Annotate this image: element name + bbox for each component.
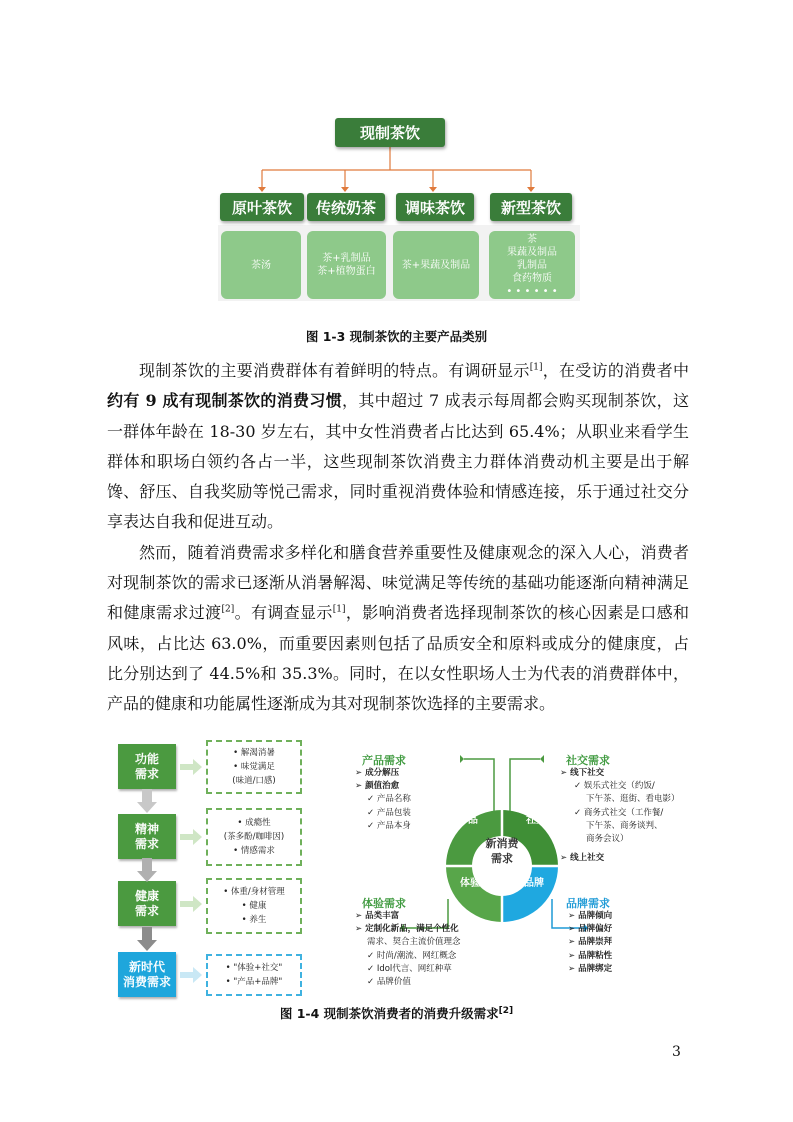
detail-line: 果蔬及制品: [507, 246, 557, 258]
list-item: 下午茶、逛街、看电影）: [586, 794, 680, 805]
detail-item: • 健康: [241, 901, 267, 911]
figure-1-3-caption: 图 1-3 现制茶饮的主要产品类别: [305, 329, 488, 344]
list-item: ✓ 娱乐式社交（约饭/: [574, 781, 655, 792]
list-item: ➢ 定制化新品，满足个性化: [355, 924, 459, 935]
p1-text-3: ，其中超过 7 成表示每周都会购买现制茶饮，这一群体年龄在 18-30 岁左右，其中女性消费者占比达到 65.4%；从职业来看学生群体和职场白领约各占一半，这些现制茶饮消费主力群体消费动机主要是出于解馋、舒压、自我奖励等悦己需求，同时重视消费体验和情感连接，乐于通过社交分享表达自我和促进互动。: [107, 391, 689, 532]
detail-line: 乳制品: [517, 259, 547, 271]
arrow-right-icon: [180, 896, 202, 912]
detail-item: • 成瘾性: [237, 818, 271, 828]
p2-text-2: 。有调查显示: [234, 603, 333, 623]
list-item: ➢ 颜值治愈: [355, 781, 400, 792]
list-item: 下午茶、商务谈判、: [586, 820, 663, 831]
detail-line: 茶: [527, 233, 537, 245]
need-box-functional: [118, 744, 176, 789]
detail-box-spiritual: [206, 808, 302, 866]
list-item: ✓ 品牌价值: [367, 977, 411, 988]
arrow-right-icon: [180, 829, 202, 845]
arrow-right-icon: [180, 967, 202, 983]
detail-line: 茶+果蔬及制品: [401, 259, 471, 271]
social-needs-list: [560, 767, 680, 865]
brand-needs-list: [568, 910, 612, 976]
wheel-label-product: 产品: [458, 815, 478, 826]
need-box-line: 消费需求: [122, 974, 171, 989]
arrow-down-icon: [137, 789, 157, 813]
detail-item: • 体重/身材管理: [223, 887, 285, 897]
citation-1: [1]: [529, 362, 543, 373]
fig3-category-naicha: 传统奶茶: [307, 193, 385, 221]
citation-2: [2]: [221, 605, 235, 616]
list-item: ➢ 品牌绑定: [568, 963, 613, 974]
need-box-line: 需求: [134, 766, 159, 781]
detail-item: • "产品+品牌": [225, 977, 283, 987]
detail-line: 食药物质: [512, 272, 552, 284]
list-item: ➢ 品牌倾向: [568, 911, 613, 921]
fig3-category-yuanye: 原叶茶饮: [220, 193, 304, 221]
wheel-label-social: 社交: [526, 815, 546, 826]
list-item: ➢ 品牌偏好: [568, 924, 613, 935]
detail-item: • 味觉满足: [233, 762, 275, 772]
list-item: ➢ 成分解压: [355, 768, 400, 778]
wheel-center-line: 新消费: [485, 837, 519, 850]
wheel-label-brand: 品牌: [524, 878, 544, 889]
need-box-line: 功能: [134, 751, 159, 766]
list-item: ➢ 线下社交: [560, 768, 605, 778]
list-item: ✓ 产品包装: [367, 807, 411, 818]
arrow-down-icon: [137, 858, 157, 882]
arrow-right-icon: [180, 759, 202, 775]
need-box-new-era: [118, 952, 176, 997]
list-item: ✓ 时尚/潮流、网红概念: [367, 950, 457, 961]
experience-needs-list: [355, 910, 461, 989]
need-box-line: 需求: [134, 903, 159, 918]
detail-item: • 情感需求: [233, 846, 275, 856]
experience-needs-title: 体验需求: [362, 897, 406, 910]
list-item: 商务会议）: [586, 834, 629, 845]
detail-item: • 养生: [241, 915, 267, 925]
need-box-line: 新时代: [128, 959, 165, 974]
detail-box-health: [206, 878, 302, 934]
list-item: ➢ 品牌崇拜: [568, 937, 613, 948]
list-item: ➢ 品类丰富: [355, 911, 400, 921]
caption-citation: [2]: [498, 1005, 514, 1016]
p2-text-1: 然而，随着消费需求多样化和膳食营养重要性及健康观念的深入人心，消费者对现制茶饮的需求已逐渐从消暑解渴、味觉满足等传统的基础功能逐渐向精神满足和健康需求过渡: [107, 542, 689, 623]
brand-needs-title: 品牌需求: [566, 897, 610, 910]
wheel-center-label: [472, 836, 532, 866]
fig3-top-box: 现制茶饮: [335, 118, 445, 147]
list-item: ✓ 产品名称: [367, 794, 411, 805]
list-item: ✓ 产品本身: [367, 820, 411, 831]
product-needs-list: [355, 767, 411, 833]
p2-text-3: ，影响消费者选择现制茶饮的核心因素是口感和风味，占比达 63.0%，而重要因素则包括了品质安全和原料或成分的健康度，占比分别达到了 44.5%和 35.3%。同时，在以女性职场人士为代表的消费群体中，产品的健康和功能属性逐渐成为其对现制茶饮选择的主要需求。: [107, 603, 689, 714]
list-item: ➢ 线上社交: [560, 853, 605, 864]
detail-item: • 解渴消暑: [233, 748, 275, 758]
wheel-label-experience: 体验: [460, 878, 480, 889]
detail-item: (茶多酚/咖啡因): [223, 832, 285, 842]
wheel-center-line: 需求: [491, 852, 513, 865]
detail-dots: • • • • • •: [506, 285, 558, 297]
fig3-category-xinxing: 新型茶饮: [490, 193, 572, 221]
need-box-health: [118, 881, 176, 926]
p1-text-2: ，在受访的消费者中: [542, 361, 689, 380]
detail-box-functional: [206, 740, 302, 794]
list-item: 需求、契合主流价值理念: [367, 937, 461, 948]
citation-1b: [1]: [332, 605, 346, 616]
arrow-down-icon: [137, 927, 157, 951]
list-item: ✓ 商务式社交（工作餐/: [574, 807, 664, 818]
detail-line: 茶汤: [251, 259, 271, 271]
p1-bold-text: 约有 9 成有现制茶饮的消费习惯: [107, 391, 343, 411]
need-box-spiritual: [118, 814, 176, 859]
social-needs-title: 社交需求: [566, 754, 610, 767]
detail-line: 茶+乳制品: [322, 253, 371, 264]
detail-box-new-era: [206, 954, 302, 996]
need-box-line: 精神: [134, 821, 159, 836]
detail-item: • "体验+社交": [225, 963, 283, 973]
list-item: ✓ Idol代言、网红种草: [367, 963, 452, 974]
fig3-category-tiaowei: 调味茶饮: [396, 193, 474, 221]
detail-line: 茶+植物蛋白: [317, 266, 376, 277]
detail-item: (味道/口感): [232, 776, 276, 786]
page-number: 3: [672, 1044, 681, 1060]
need-box-line: 健康: [134, 888, 159, 903]
need-box-line: 需求: [134, 836, 159, 851]
figure-1-4-caption: [0, 1004, 793, 1022]
list-item: ➢ 品牌粘性: [568, 950, 613, 961]
product-needs-title: 产品需求: [362, 754, 406, 767]
caption-text: 图 1-4 现制茶饮消费者的消费升级需求: [279, 1006, 499, 1021]
p1-text-1: 现制茶饮的主要消费群体有着鲜明的特点。有调研显示: [139, 361, 530, 380]
